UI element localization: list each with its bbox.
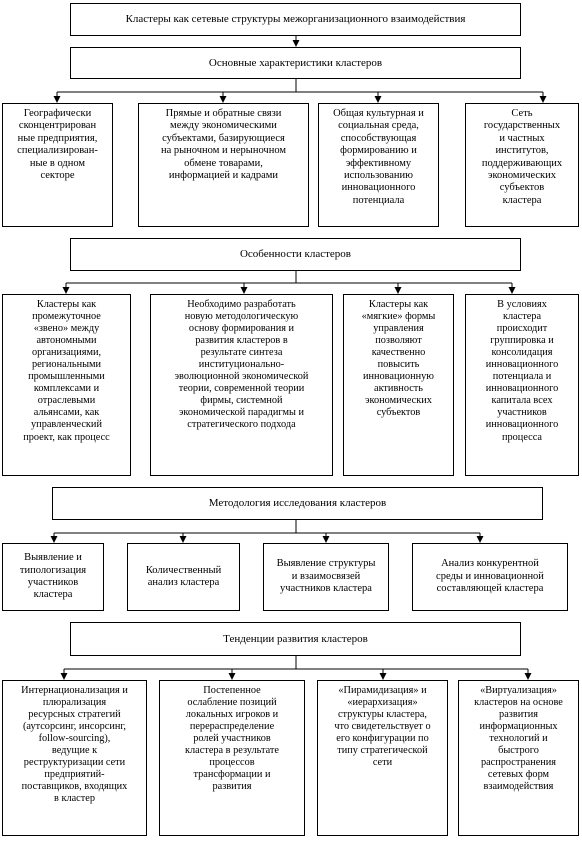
method-structure: Выявление структуры и взаимосвязей участников кластера — [263, 543, 389, 611]
trend-pyramidization: «Пирамидизация» и «иерархизация» структуры кластера, что свидетельствует о его конфигурации по типу стратегической сети — [317, 680, 448, 836]
feature-consolidation: В условиях кластера происходит группировка и консолидация инновационного потенциала и инновационного капитала всех участников инновационного процесса — [465, 294, 579, 476]
section-heading-characteristics: Основные характеристики кластеров — [70, 47, 521, 79]
method-competition: Анализ конкурентной среды и инновационной составляющей кластера — [412, 543, 568, 611]
method-typology: Выявление и типологизация участников кластера — [2, 543, 104, 611]
characteristic-links: Прямые и обратные связи между экономическими субъектами, базирующиеся на рыночном и нерыночном обмене товарами, информацией и кадрами — [138, 103, 309, 227]
trend-virtualization: «Виртуализация» кластеров на основе развития информационных технологий и быстрого распространения сетевых форм взаимодействия — [458, 680, 579, 836]
section-heading-features: Особенности кластеров — [70, 238, 521, 271]
characteristic-institutions: Сеть государственных и частных институтов, поддерживающих экономических субъектов кластера — [465, 103, 579, 227]
section-heading-trends: Тенденции развития кластеров — [70, 622, 521, 656]
feature-soft-management: Кластеры как «мягкие» формы управления позволяют качественно повысить инновационную активность экономических субъектов — [343, 294, 454, 476]
section-heading-methodology: Методология исследования кластеров — [52, 487, 543, 520]
trend-local-players: Постепенное ослабление позиций локальных игроков и перераспределение ролей участников кластера в результате процессов трансформации и развития — [159, 680, 305, 836]
method-quantitative: Количественный анализ кластера — [127, 543, 240, 611]
trend-internationalization: Интернационализация и плюрализация ресурсных стратегий (аутсорсинг, инсорсинг, follow-sourcing), ведущие к реструктуризации сети предприятий- поставщиков, входящих в кластер — [2, 680, 147, 836]
feature-methodology: Необходимо разработать новую методологическую основу формирования и развития кластеров в результате синтеза институционально- эволюционной экономической теории, современной теории фирмы, системной экономической парадигмы и стратегического подхода — [150, 294, 333, 476]
characteristic-geography: Географически сконцентрирован ные предприятия, специализирован- ные в одном секторе — [2, 103, 113, 227]
feature-intermediate-link: Кластеры как промежуточное «звено» между автономными организациями, региональными промышленными комплексами и отраслевыми альянсами, как управленческий проект, как процесс — [2, 294, 131, 476]
diagram-title: Кластеры как сетевые структуры межорганизационного взаимодействия — [70, 3, 521, 36]
characteristic-culture: Общая культурная и социальная среда, способствующая формированию и эффективному использованию инновационного потенциала — [318, 103, 439, 227]
